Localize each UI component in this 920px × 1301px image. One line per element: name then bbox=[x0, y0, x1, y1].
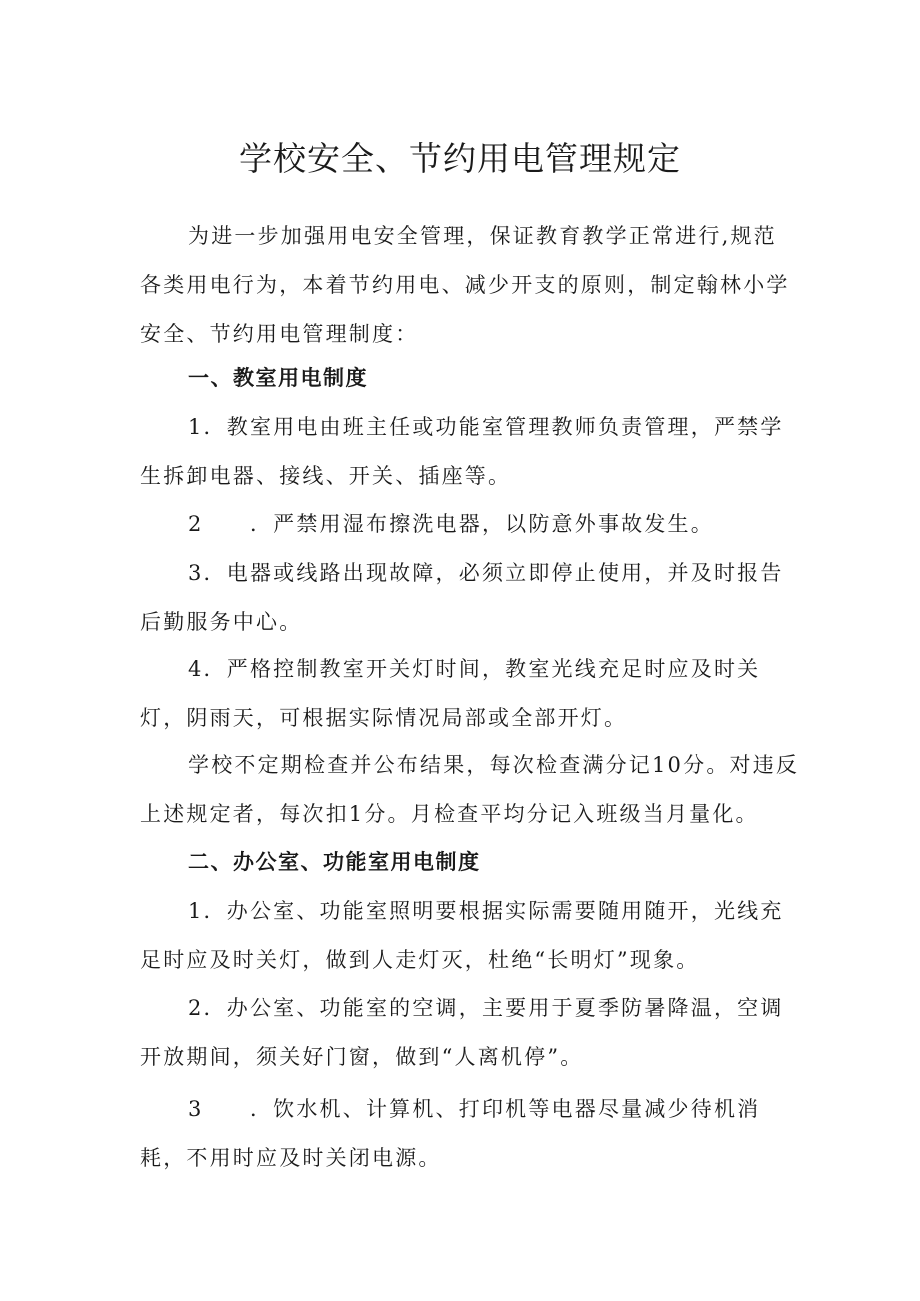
section2-item2: 2．办公室、功能室的空调，主要用于夏季防暑降温，空调开放期间，须关好门窗，做到“人离机停”。 bbox=[140, 996, 784, 1069]
section1-item1: 1．教室用电由班主任或功能室管理教师负责管理，严禁学生拆卸电器、接线、开关、插座等。 bbox=[140, 415, 784, 488]
section1-item2: 2 ．严禁用湿布擦洗电器，以防意外事故发生。 bbox=[188, 512, 714, 536]
section2-item3: 3 ．饮水机、计算机、打印机等电器尽量减少待机消耗，不用时应及时关闭电源。 bbox=[140, 1097, 761, 1170]
section1-item3: 3．电器或线路出现故障，必须立即停止使用，并及时报告后勤服务中心。 bbox=[140, 561, 784, 634]
document-title: 学校安全、节约用电管理规定 bbox=[239, 139, 681, 178]
section1-item4: 4．严格控制教室开关灯时间，教室光线充足时应及时关灯，阴雨天，可根据实际情况局部或全部开灯。 bbox=[140, 657, 761, 730]
section2-heading: 二、办公室、功能室用电制度 bbox=[188, 850, 481, 874]
section1-heading: 一、教室用电制度 bbox=[188, 366, 368, 390]
intro-paragraph: 为进一步加强用电安全管理，保证教育教学正常进行,规范各类用电行为，本着节约用电、减少开支的原则，制定翰林小学安全、节约用电管理制度： bbox=[140, 224, 790, 346]
section2-item1: 1．办公室、功能室照明要根据实际需要随用随开，光线充足时应及时关灯，做到人走灯灭，杜绝“长明灯”现象。 bbox=[140, 899, 784, 972]
section1-note: 学校不定期检查并公布结果，每次检查满分记10分。对违反上述规定者，每次扣1分。月检查平均分记入班级当月量化。 bbox=[140, 753, 800, 826]
